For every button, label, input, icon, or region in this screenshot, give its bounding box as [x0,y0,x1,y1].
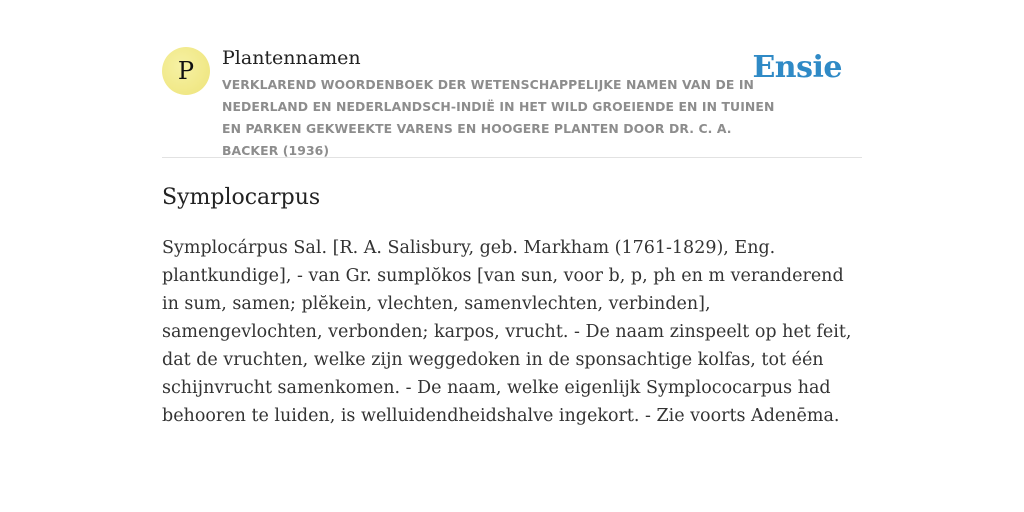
dictionary-avatar[interactable]: P [162,47,210,95]
entry-title: Symplocarpus [162,185,321,210]
dictionary-header [162,40,862,158]
ensie-logo[interactable]: Ensie [752,50,842,85]
dictionary-subtitle: VERKLAREND WOORDENBOEK DER WETENSCHAPPELIJKE NAMEN VAN DE IN NEDERLAND EN NEDERLANDSCH-INDIË IN HET WILD GROEIENDE EN IN TUINEN EN PARKEN GEKWEEKTE VARENS EN HOOGERE PLANTEN DOOR DR. C. A. BACKER (1936) [222,77,775,158]
entry-definition: Symplocárpus Sal. [R. A. Salisbury, geb. Markham (1761-1829), Eng. plantkundige], - van Gr. sumplŏkos [van sun, voor b, p, ph en m veranderend in sum, samen; plĕkein, vlechten, samenvlechten, verbinden], samengevlochten, verbonden; karpos, vrucht. - De naam zinspeelt op het feit, dat de vruchten, welke zijn weggedoken in de sponsachtige kolfas, tot één schijnvrucht samenkomen. - De naam, welke eigenlijk Symplococarpus had behooren te luiden, is welluidendheidshalve ingekort. - Zie voorts Adenēma. [162,238,852,426]
dictionary-info [222,46,782,162]
dictionary-title-link[interactable]: Plantennamen [222,47,361,69]
page [162,40,862,430]
